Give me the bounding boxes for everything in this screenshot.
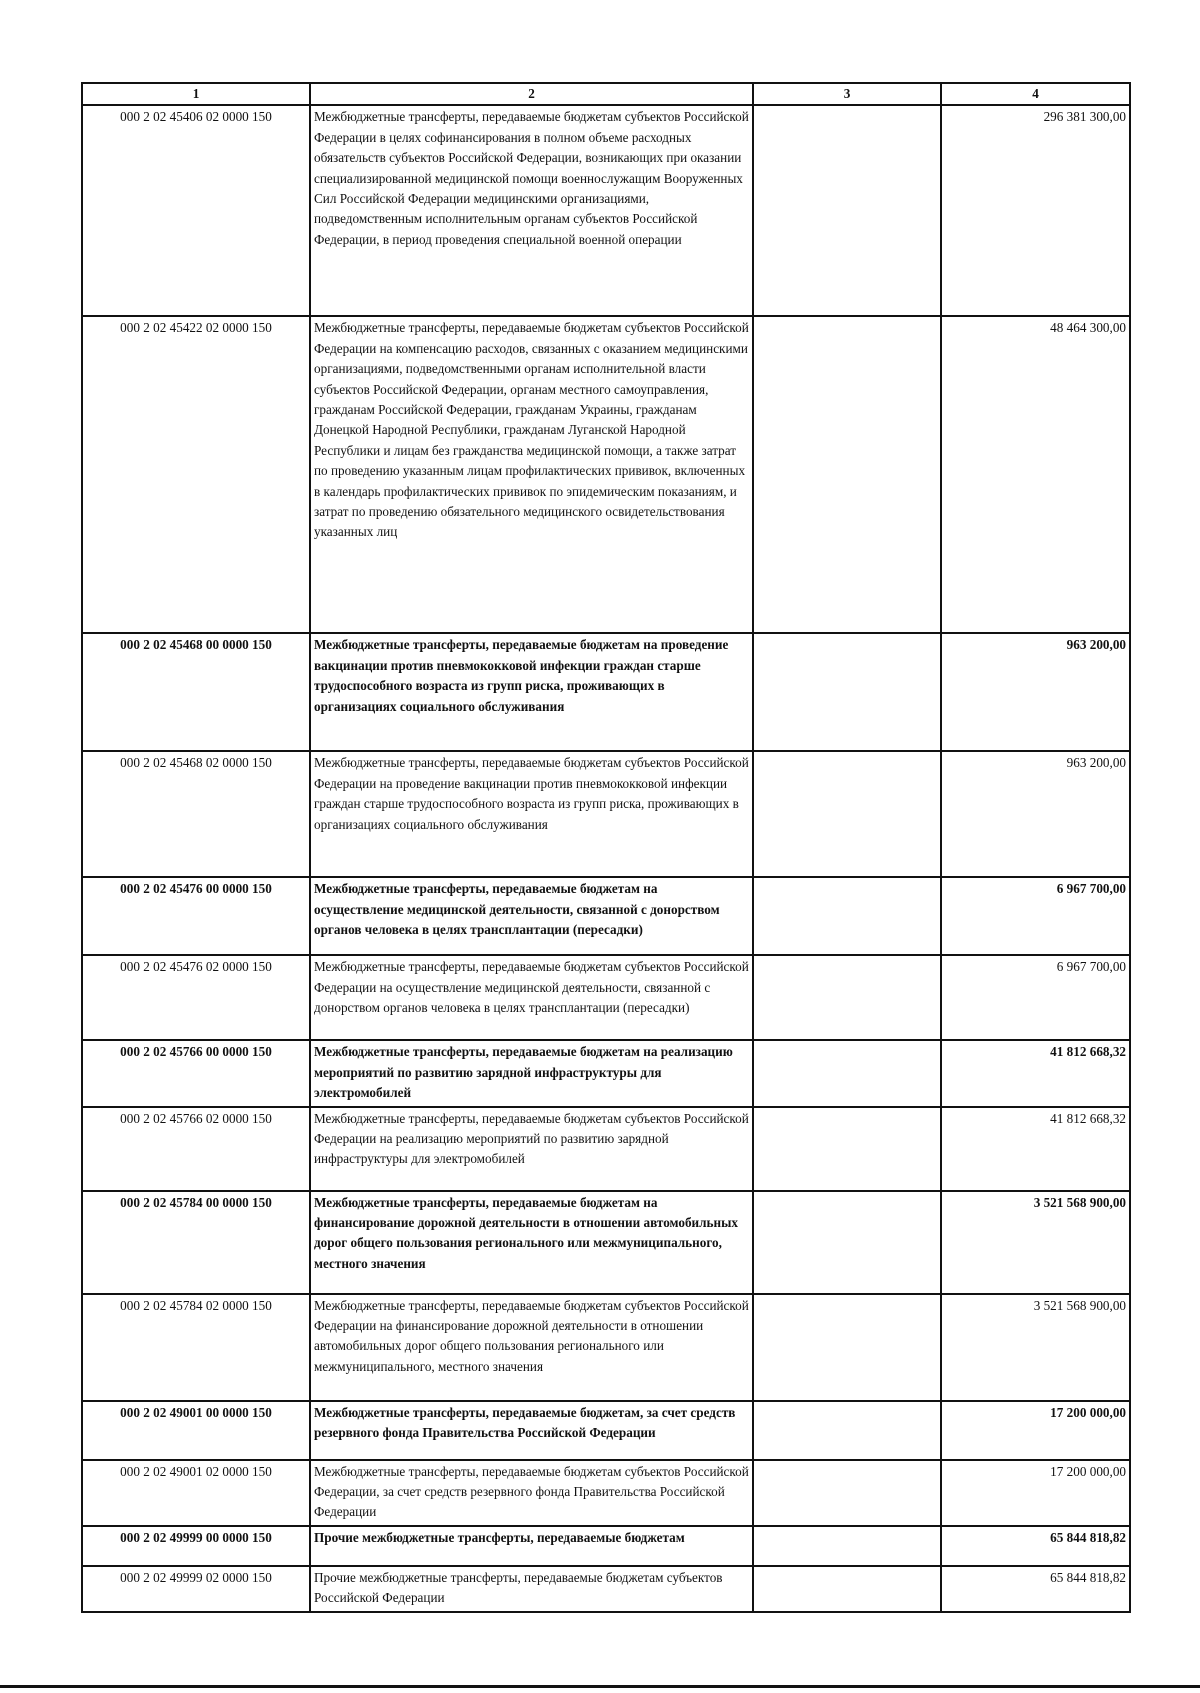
header-col-4: 4 — [941, 83, 1130, 105]
row-code: 000 2 02 45784 00 0000 150 — [82, 1191, 310, 1294]
table-row — [82, 1566, 1130, 1612]
header-row — [82, 83, 1130, 105]
row-code: 000 2 02 45476 00 0000 150 — [82, 877, 310, 955]
table-row — [82, 1460, 1130, 1526]
row-amount: 3 521 568 900,00 — [941, 1294, 1130, 1401]
row-name: Межбюджетные трансферты, передаваемые бюджетам субъектов Российской Федерации на финансирование дорожной деятельности в отношении автомобильных дорог общего пользования регионального или межмуниципального, местного значения — [310, 1294, 753, 1401]
row-name: Межбюджетные трансферты, передаваемые бюджетам на финансирование дорожной деятельности в отношении автомобильных дорог общего пользования регионального или межмуниципального, местного значения — [310, 1191, 753, 1294]
document-page — [81, 82, 1129, 1613]
table-row — [82, 1191, 1130, 1294]
table-row — [82, 1107, 1130, 1191]
table-row — [82, 877, 1130, 955]
row-name: Прочие межбюджетные трансферты, передаваемые бюджетам субъектов Российской Федерации — [310, 1566, 753, 1612]
row-col3 — [753, 1040, 941, 1106]
row-code: 000 2 02 45406 02 0000 150 — [82, 105, 310, 316]
page-bottom-rule — [0, 1685, 1200, 1688]
row-name: Межбюджетные трансферты, передаваемые бюджетам субъектов Российской Федерации, за счет средств резервного фонда Правительства Российской Федерации — [310, 1460, 753, 1526]
row-col3 — [753, 955, 941, 1040]
row-name: Межбюджетные трансферты, передаваемые бюджетам на осуществление медицинской деятельности, связанной с донорством органов человека в целях трансплантации (пересадки) — [310, 877, 753, 955]
row-code: 000 2 02 45766 00 0000 150 — [82, 1040, 310, 1106]
row-code: 000 2 02 45766 02 0000 150 — [82, 1107, 310, 1191]
row-col3 — [753, 633, 941, 751]
row-code: 000 2 02 45468 00 0000 150 — [82, 633, 310, 751]
row-amount: 6 967 700,00 — [941, 877, 1130, 955]
row-col3 — [753, 105, 941, 316]
header-col-3: 3 — [753, 83, 941, 105]
row-amount: 17 200 000,00 — [941, 1401, 1130, 1460]
table-row — [82, 1401, 1130, 1460]
row-amount: 41 812 668,32 — [941, 1107, 1130, 1191]
row-name: Межбюджетные трансферты, передаваемые бюджетам на реализацию мероприятий по развитию зарядной инфраструктуры для электромобилей — [310, 1040, 753, 1106]
row-col3 — [753, 1294, 941, 1401]
row-col3 — [753, 1401, 941, 1460]
row-col3 — [753, 751, 941, 877]
row-name: Межбюджетные трансферты, передаваемые бюджетам субъектов Российской Федерации на осуществление медицинской деятельности, связанной с донорством органов человека в целях трансплантации (пересадки) — [310, 955, 753, 1040]
row-col3 — [753, 316, 941, 633]
row-code: 000 2 02 49999 02 0000 150 — [82, 1566, 310, 1612]
table-row — [82, 316, 1130, 633]
row-code: 000 2 02 45468 02 0000 150 — [82, 751, 310, 877]
table-row — [82, 633, 1130, 751]
row-name: Прочие межбюджетные трансферты, передаваемые бюджетам — [310, 1526, 753, 1566]
row-code: 000 2 02 45784 02 0000 150 — [82, 1294, 310, 1401]
table-row — [82, 1294, 1130, 1401]
row-col3 — [753, 877, 941, 955]
header-col-2: 2 — [310, 83, 753, 105]
row-amount: 65 844 818,82 — [941, 1566, 1130, 1612]
row-col3 — [753, 1566, 941, 1612]
table-row — [82, 1526, 1130, 1566]
row-name: Межбюджетные трансферты, передаваемые бюджетам на проведение вакцинации против пневмококковой инфекции граждан старше трудоспособного возраста из групп риска, проживающих в организациях социального обслуживания — [310, 633, 753, 751]
row-name: Межбюджетные трансферты, передаваемые бюджетам субъектов Российской Федерации на реализацию мероприятий по развитию зарядной инфраструктуры для электромобилей — [310, 1107, 753, 1191]
table-row — [82, 1040, 1130, 1106]
row-amount: 48 464 300,00 — [941, 316, 1130, 633]
budget-revenue-table — [81, 82, 1131, 1613]
row-code: 000 2 02 49001 02 0000 150 — [82, 1460, 310, 1526]
row-name: Межбюджетные трансферты, передаваемые бюджетам субъектов Российской Федерации на проведение вакцинации против пневмококковой инфекции граждан старше трудоспособного возраста из групп риска, проживающих в организациях социального обслуживания — [310, 751, 753, 877]
table-row — [82, 751, 1130, 877]
row-code: 000 2 02 49999 00 0000 150 — [82, 1526, 310, 1566]
row-amount: 963 200,00 — [941, 751, 1130, 877]
row-amount: 3 521 568 900,00 — [941, 1191, 1130, 1294]
row-amount: 963 200,00 — [941, 633, 1130, 751]
row-name: Межбюджетные трансферты, передаваемые бюджетам, за счет средств резервного фонда Правительства Российской Федерации — [310, 1401, 753, 1460]
row-col3 — [753, 1460, 941, 1526]
header-col-1: 1 — [82, 83, 310, 105]
row-code: 000 2 02 45476 02 0000 150 — [82, 955, 310, 1040]
row-name: Межбюджетные трансферты, передаваемые бюджетам субъектов Российской Федерации на компенсацию расходов, связанных с оказанием медицинскими организациями, подведомственными органам исполнительной власти субъектов Российской Федерации, органам местного самоуправления, гражданам Российской Федерации, гражданам Украины, гражданам Донецкой Народной Республики, гражданам Луганской Народной Республики и лицам без гражданства медицинской помощи, а также затрат по проведению указанным лицам профилактических прививок, включенных в календарь профилактических прививок по эпидемическим показаниям, и затрат по проведению обязательного медицинского освидетельствования указанных лиц — [310, 316, 753, 633]
row-name: Межбюджетные трансферты, передаваемые бюджетам субъектов Российской Федерации в целях софинансирования в полном объеме расходных обязательств субъектов Российской Федерации, возникающих при оказании специализированной медицинской помощи военнослужащим Вооруженных Сил Российской Федерации медицинскими организациями, подведомственным исполнительным органам субъектов Российской Федерации, в период проведения специальной военной операции — [310, 105, 753, 316]
row-col3 — [753, 1526, 941, 1566]
row-amount: 6 967 700,00 — [941, 955, 1130, 1040]
row-amount: 296 381 300,00 — [941, 105, 1130, 316]
row-code: 000 2 02 49001 00 0000 150 — [82, 1401, 310, 1460]
row-col3 — [753, 1107, 941, 1191]
row-amount: 41 812 668,32 — [941, 1040, 1130, 1106]
row-code: 000 2 02 45422 02 0000 150 — [82, 316, 310, 633]
row-amount: 65 844 818,82 — [941, 1526, 1130, 1566]
row-amount: 17 200 000,00 — [941, 1460, 1130, 1526]
row-col3 — [753, 1191, 941, 1294]
table-row — [82, 105, 1130, 316]
table-row — [82, 955, 1130, 1040]
